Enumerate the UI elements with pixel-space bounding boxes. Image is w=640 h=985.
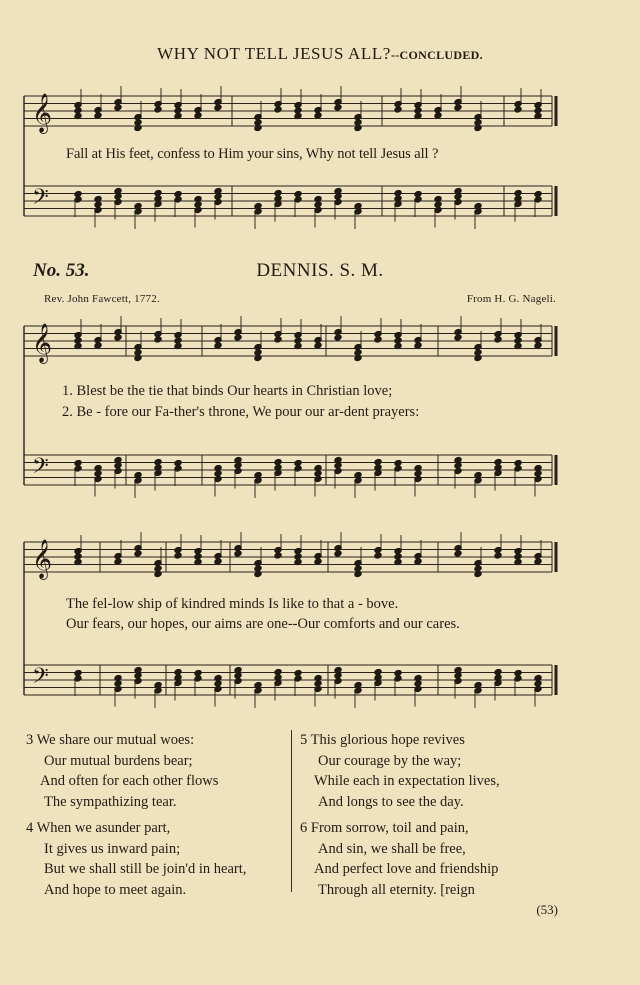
system2-verse1-lyric: The fel-low ship of kindred minds Is like to that a - bove. [66,596,399,612]
treble-clef: 𝄞 [32,539,53,579]
notehead [114,104,122,111]
stanza-line: Our courage by the way; [318,752,462,769]
notehead [414,342,422,349]
stanza-line: And longs to see the day. [318,793,464,810]
hymn-title: DENNIS. S. M. [256,260,384,281]
notehead [214,104,222,111]
notehead [234,550,242,557]
stanza-line: And sin, we shall be free, [318,840,466,857]
notehead [534,558,542,565]
hymn-number: No. 53. [33,260,90,281]
notehead [514,106,522,113]
notehead [114,334,122,341]
notehead [234,334,242,341]
stanza-divider [291,730,292,892]
notehead [194,112,202,119]
header-subtitle-text: --CONCLUDED. [390,48,483,62]
notehead [274,552,282,559]
author-credit: Rev. John Fawcett, 1772. [44,293,160,305]
notehead [394,106,402,113]
bass-clef: 𝄢 [32,454,49,484]
stanza-line: While each in expectation lives, [314,773,500,789]
bass-clef: 𝄢 [32,185,49,215]
stanza-3 [26,730,218,812]
stanza-line: But we shall still be join'd in heart, [44,861,247,877]
stanza-line: 4 When we asunder part, [26,820,171,836]
notehead [314,342,322,349]
stanza-line: The sympathizing tear. [44,793,177,810]
stanza-line: Our mutual burdens bear; [44,752,193,769]
notehead [274,336,282,343]
system1-verse2-lyric: 2. Be - fore our Fa-ther's throne, We pour our ar-dent prayers: [62,404,420,420]
notehead [334,550,342,557]
composer-credit: From H. G. Nageli. [466,293,556,305]
notehead [214,558,222,565]
notehead [494,336,502,343]
notehead [374,552,382,559]
previous-hymn-lyric: Fall at His feet, confess to Him your sins, Why not tell Jesus all ? [66,146,439,162]
notehead [334,334,342,341]
notehead [154,106,162,113]
treble-clef: 𝄞 [32,93,53,133]
notehead [334,104,342,111]
stanza-line: 3 We share our mutual woes: [26,732,195,748]
bass-clef: 𝄢 [32,664,49,694]
stanza-line: It gives us inward pain; [44,840,181,857]
stanza-line: And often for each other flows [40,773,219,789]
notehead [454,550,462,557]
notehead [134,550,142,557]
notehead [94,112,102,119]
system2-verse2-lyric: Our fears, our hopes, our aims are one--Our comforts and our cares. [66,616,460,632]
notehead [534,342,542,349]
notehead [274,106,282,113]
notehead [114,558,122,565]
notehead [374,336,382,343]
treble-clef: 𝄞 [32,323,53,363]
stanza-line: And perfect love and friendship [314,861,499,877]
stanza-line: And hope to meet again. [44,881,187,898]
stanza-line: Through all eternity. [reign [318,881,475,898]
notehead [494,552,502,559]
notehead [174,552,182,559]
header-title-text: WHY NOT TELL JESUS ALL? [157,44,391,63]
system1-verse1-lyric: 1. Blest be the tie that binds Our hearts in Christian love; [62,383,393,399]
notehead [454,334,462,341]
stanza-6 [300,818,498,900]
page-number: (53) [536,902,558,917]
page-header-title [0,44,640,64]
notehead [94,342,102,349]
stanza-line: 6 From sorrow, toil and pain, [300,820,469,836]
notehead [434,112,442,119]
stanza-line: 5 This glorious hope revives [300,732,465,748]
notehead [314,558,322,565]
notehead [454,104,462,111]
notehead [414,558,422,565]
stanza-5 [300,730,500,812]
stanza-4 [26,818,246,900]
notehead [154,336,162,343]
notehead [314,112,322,119]
notehead [214,342,222,349]
